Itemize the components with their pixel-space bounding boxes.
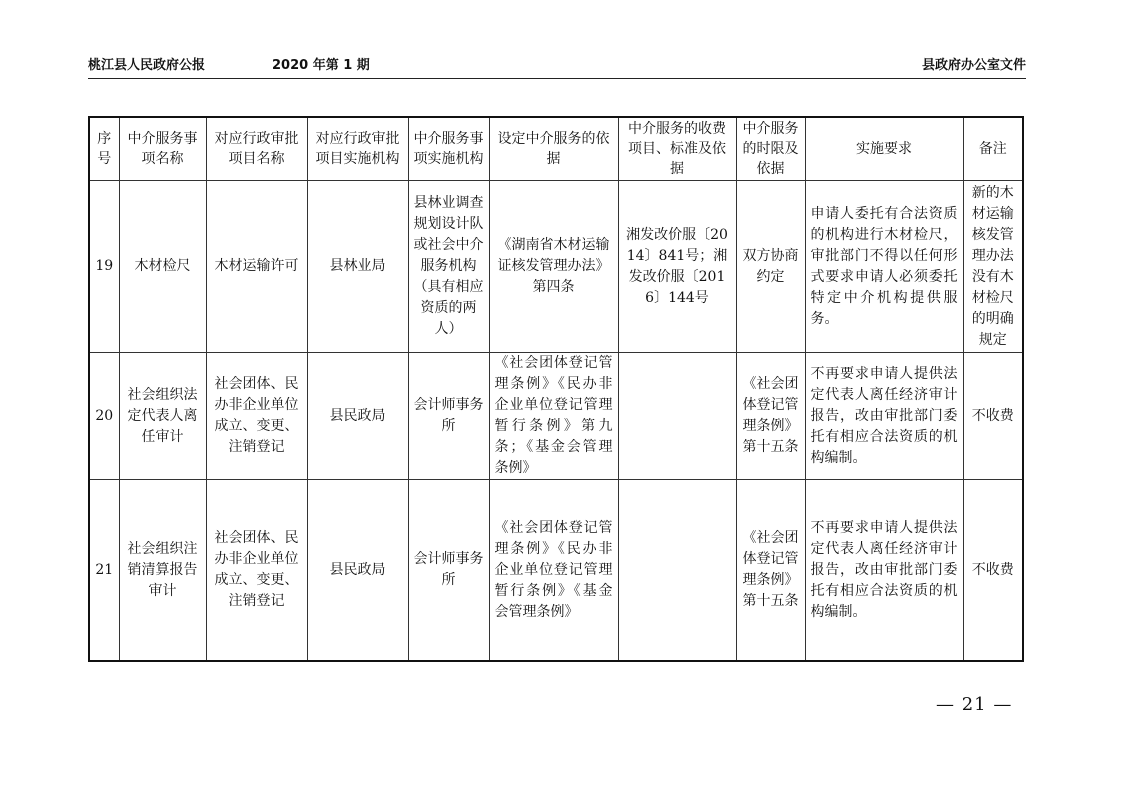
- cell-approval-agency: 县林业局: [307, 181, 408, 353]
- cell-approval-item: 社会团体、民办非企业单位成立、变更、注销登记: [206, 353, 307, 480]
- cell-approval-item: 木材运输许可: [206, 181, 307, 353]
- cell-basis: 《社会团体登记管理条例》《民办非企业单位登记管理暂行条例》《基金会管理条例》: [489, 480, 618, 662]
- col-header-service: 中介服务事项名称: [119, 117, 206, 181]
- table-row: [89, 353, 1023, 480]
- col-header-basis: 设定中介服务的依据: [489, 117, 618, 181]
- cell-note: 新的木材运输核发管理办法没有木材检尺的明确规定: [963, 181, 1023, 353]
- cell-service-agency: 县林业调查规划设计队或社会中介服务机构（具有相应资质的两人）: [408, 181, 489, 353]
- col-header-fee: 中介服务的收费项目、标准及依据: [618, 117, 736, 181]
- cell-note: 不收费: [963, 353, 1023, 480]
- cell-time-limit: 《社会团体登记管理条例》第十五条: [736, 480, 805, 662]
- cell-no: 21: [89, 480, 119, 662]
- col-header-service-agency: 中介服务事项实施机构: [408, 117, 489, 181]
- cell-requirement: 申请人委托有合法资质的机构进行木材检尺，审批部门不得以任何形式要求申请人必须委托特定中介机构提供服务。: [805, 181, 963, 353]
- header-divider: [88, 78, 1026, 79]
- page-number: — 21 —: [936, 694, 1013, 715]
- col-header-approval-item: 对应行政审批项目名称: [206, 117, 307, 181]
- publication-title: 桃江县人民政府公报: [88, 58, 206, 73]
- cell-fee: [618, 353, 736, 480]
- cell-requirement: 不再要求申请人提供法定代表人离任经济审计报告，改由审批部门委托有相应合法资质的机构编制。: [805, 480, 963, 662]
- col-header-requirement: 实施要求: [805, 117, 963, 181]
- col-header-time-limit: 中介服务的时限及依据: [736, 117, 805, 181]
- cell-time-limit: 《社会团体登记管理条例》第十五条: [736, 353, 805, 480]
- cell-basis: 《社会团体登记管理条例》《民办非企业单位登记管理暂行条例》第九条；《基金会管理条例》: [489, 353, 618, 480]
- intermediary-services-table: [88, 116, 1024, 662]
- table-header-row: [89, 117, 1023, 181]
- cell-no: 20: [89, 353, 119, 480]
- table-row: [89, 181, 1023, 353]
- col-header-no: 序号: [89, 117, 119, 181]
- cell-basis: 《湖南省木材运输证核发管理办法》第四条: [489, 181, 618, 353]
- cell-time-limit: 双方协商约定: [736, 181, 805, 353]
- col-header-note: 备注: [963, 117, 1023, 181]
- cell-no: 19: [89, 181, 119, 353]
- cell-service: 社会组织注销清算报告审计: [119, 480, 206, 662]
- page-header: [88, 56, 1026, 78]
- cell-requirement: 不再要求申请人提供法定代表人离任经济审计报告，改由审批部门委托有相应合法资质的机构编制。: [805, 353, 963, 480]
- cell-fee: 湘发改价服〔2014〕841号；湘发改价服〔2016〕144号: [618, 181, 736, 353]
- cell-service: 社会组织法定代表人离任审计: [119, 353, 206, 480]
- table-row: [89, 480, 1023, 662]
- section-title: 县政府办公室文件: [921, 58, 1026, 73]
- cell-service-agency: 会计师事务所: [408, 480, 489, 662]
- cell-service-agency: 会计师事务所: [408, 353, 489, 480]
- cell-approval-agency: 县民政局: [307, 353, 408, 480]
- issue-number: 2020 年第 1 期: [272, 58, 370, 73]
- cell-note: 不收费: [963, 480, 1023, 662]
- cell-approval-agency: 县民政局: [307, 480, 408, 662]
- cell-approval-item: 社会团体、民办非企业单位成立、变更、注销登记: [206, 480, 307, 662]
- cell-fee: [618, 480, 736, 662]
- col-header-approval-agency: 对应行政审批项目实施机构: [307, 117, 408, 181]
- cell-service: 木材检尺: [119, 181, 206, 353]
